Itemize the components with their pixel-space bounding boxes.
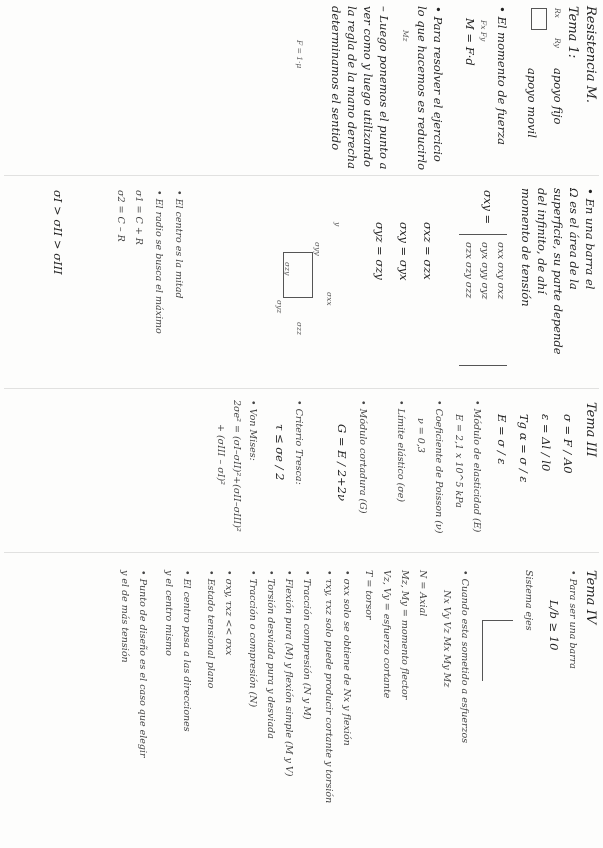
young-formula: E = σ / ε: [495, 414, 509, 465]
shear-definition: Vz, Vy = esfuerzo cortante: [381, 570, 392, 699]
tau-note: • τxy, τxz solo puede producir cortante y torsión: [323, 570, 334, 804]
case-torsion: • Torsión desviada pura y desviada: [265, 570, 276, 739]
fixed-support-label: apoyo fijo: [551, 68, 565, 125]
tresca-formula: τ ≤ σe / 2: [273, 424, 287, 481]
sigma-xx-note: • σxx solo se obtiene de Nx y flexión: [341, 570, 352, 746]
notes-title: Resistencia M.: [583, 6, 598, 104]
solve-step-1: • Para resolver el ejercicio: [431, 6, 445, 162]
tresca-heading: • Criterio Tresca:: [293, 400, 304, 485]
shear-comparison: • σxy, τxz << σxx: [223, 570, 234, 656]
strain-formula: ε = Δl / l0: [539, 414, 553, 472]
matrix-row-1: σxx σxy σxz: [495, 242, 506, 300]
column-tema-4: [0, 560, 603, 844]
bar-line-5: momento de tensión: [519, 188, 533, 307]
tangent-formula: Tg α = σ / ε: [517, 414, 531, 483]
column-mohr: [0, 182, 603, 382]
stress-tensor-label: σxy =: [481, 190, 495, 225]
internal-efforts-heading: • Cuando esta sometido a esfuerzos: [459, 570, 470, 744]
principal-stress-2: σ2 = C – R: [115, 190, 126, 242]
solve-step-5: la regla de la mano derecha: [345, 6, 359, 169]
solve-step-6: determinamos el sentido: [329, 6, 343, 151]
column-tema-1: [0, 0, 603, 170]
principal-stress-1: σ1 = C + R: [133, 190, 144, 245]
symmetry-xy: σxy = σyx: [397, 222, 411, 281]
symmetry-xz: σxz = σzx: [421, 222, 435, 280]
moment-of-force-heading: • El momento de fuerza: [495, 6, 509, 146]
mohr-radius-note: • El radio se busca el máximo: [153, 190, 164, 334]
cube-label-syy: σyy: [313, 242, 322, 256]
case-tension: • Tracción compresión (N y M): [301, 570, 312, 720]
internal-efforts-list: Nx Vy Vz Mx My Mz: [441, 590, 452, 688]
symmetry-yz: σyz = σzy: [373, 222, 387, 280]
mohr-direction-note: • El centro pasa a las direcciones: [181, 570, 192, 732]
case-axial: • Tracción o compresión (N): [247, 570, 258, 708]
reaction-label-x: Rx: [553, 8, 562, 18]
design-point-note: • Punto de diseño es el caso que elegir: [137, 570, 148, 758]
solve-step-3: – Luego ponemos el punto a: [377, 6, 391, 170]
fixed-support-sketch: [531, 8, 547, 30]
von-mises-heading: • Von Mises:: [247, 400, 258, 461]
shear-modulus-heading: • Módulo cortadura (G): [357, 400, 368, 514]
cube-label-syz: σyz: [275, 300, 284, 314]
axial-definition: N = Axial: [417, 570, 428, 617]
axis-system-label: Sistema ejes: [523, 570, 534, 631]
poisson-value: ν = 0,3: [415, 418, 426, 453]
roller-support-label: apoyo movil: [525, 68, 539, 138]
bar-line-2: Ω es el área de la: [567, 188, 581, 290]
matrix-row-3: σzx σzy σzz: [463, 242, 474, 299]
torsion-definition: T = torsor: [363, 570, 374, 620]
cube-label-sxx: σxx: [325, 292, 334, 306]
poisson-heading: • Coeficiente de Poisson (ν): [433, 400, 444, 534]
mohr-centre-note: • El centro es la mitad: [173, 190, 184, 299]
solve-step-2: lo que hacemos es reducirlo: [415, 6, 429, 171]
tema4-heading: Tema IV: [583, 570, 598, 625]
plane-stress-note: • Estado tensional plano: [205, 570, 216, 689]
moment-z-note: Mz: [401, 30, 410, 42]
matrix-row-2: σyx σyy σyz: [479, 242, 490, 300]
bar-line-4: del infinito, de ahí: [535, 188, 549, 294]
von-mises-formula-cont: + (σIII – σI)²: [215, 424, 226, 485]
column-divider-3: [4, 552, 599, 553]
case-bending: • Flexión pura (M) y flexión simple (M y V): [283, 570, 294, 777]
bending-definition: Mz, My = momento flector: [399, 570, 410, 700]
tema3-heading: Tema III: [583, 402, 598, 457]
solve-step-4: ver como y luego utilizando: [361, 6, 375, 167]
stress-formula: σ = F / A0: [561, 414, 575, 474]
bar-line-1: • En una barra el: [583, 188, 597, 290]
reaction-label-y: Ry: [553, 38, 562, 48]
friction-note: F = 1·μ: [295, 40, 304, 69]
moment-components: Fx Fy: [479, 20, 488, 42]
cube-label-szz: σzz: [295, 322, 304, 336]
shear-modulus-formula: G = E / 2+2ν: [335, 424, 349, 501]
cube-label-y: y: [333, 222, 342, 227]
von-mises-formula: 2σe² = (σI–σII)²+(σII–σIII)²: [231, 400, 242, 532]
moment-formula: M = F·d: [463, 18, 477, 66]
mohr-centre-note-2: y el centro mismo: [163, 570, 174, 656]
axis-system-sketch: [482, 620, 513, 681]
max-tension-note: y el de más tensión: [119, 570, 130, 663]
elastic-limit-heading: • Límite elástico (σe): [395, 400, 406, 503]
slenderness-ratio: L/b ≥ 10: [547, 600, 561, 651]
bar-line-3: superficie, su parte depende: [551, 188, 565, 355]
tema1-heading: Tema 1:: [565, 6, 580, 59]
column-tema-3: [0, 394, 603, 544]
column-divider-1: [4, 175, 599, 176]
principal-order: σI > σII > σIII: [51, 190, 65, 275]
elasticity-value: E = 2,1 x 10^5 kPa: [453, 414, 464, 508]
bar-condition: • Para ser una barra: [567, 570, 578, 669]
column-divider-2: [4, 388, 599, 389]
elasticity-heading: • Módulo de elasticidad (E): [471, 400, 482, 533]
cube-label-szy: σzy: [283, 262, 292, 276]
